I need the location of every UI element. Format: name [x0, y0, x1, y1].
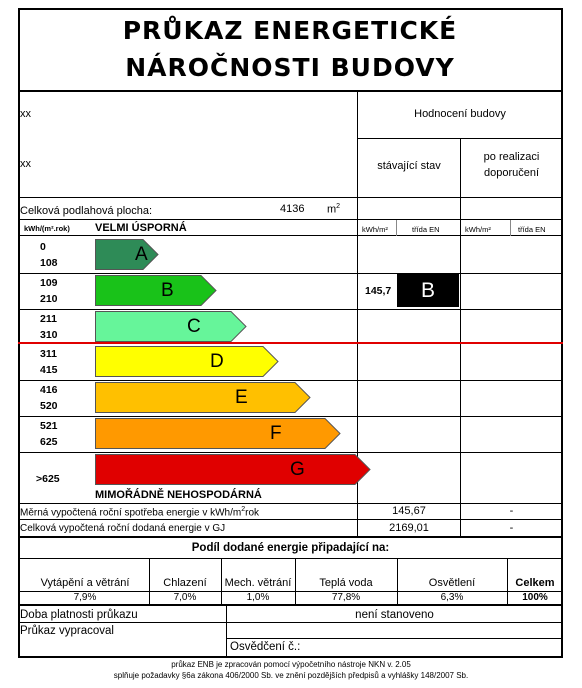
class-range-from: 211 [40, 312, 57, 325]
results-divider-3 [18, 536, 563, 538]
validity-label: Doba platnosti průkazu [20, 609, 138, 621]
col-after-header-1: po realizaci [483, 151, 540, 163]
cert-divider [226, 638, 562, 639]
class-range-to: 625 [40, 436, 58, 448]
validity-divider [18, 622, 563, 623]
threshold-line [18, 342, 563, 344]
share-col-divider [221, 559, 222, 605]
sub-divider-2 [510, 220, 511, 236]
class-arrow-d [95, 346, 279, 377]
sub-kwh-current: kWh/m² [362, 225, 388, 234]
floor-area-unit [327, 203, 340, 216]
class-letter-d: D [210, 351, 224, 373]
results-divider-1 [18, 503, 563, 504]
cert-label: Osvědčení č.: [230, 641, 301, 653]
class-arrow-c [95, 311, 247, 342]
share-value: 7,0% [173, 592, 197, 603]
share-label: Chlazení [163, 577, 207, 589]
frame-top [18, 8, 563, 10]
total-label: Celková vypočtená roční dodaná energie v GJ [20, 523, 226, 534]
class-range-to: 108 [40, 257, 58, 269]
class-range-from: 311 [40, 348, 57, 361]
total-value: 2169,01 [389, 522, 429, 534]
frame-left [18, 8, 20, 658]
scale-top-label: VELMI ÚSPORNÁ [95, 222, 187, 234]
current-class-letter: B [420, 279, 435, 302]
sub-class-after: třída EN [518, 225, 546, 234]
class-letter-e: E [235, 387, 248, 409]
class-range-to: 415 [40, 364, 58, 377]
class-letter-g: G [290, 458, 305, 480]
current-value: 145,7 [365, 285, 392, 297]
rating-header-divider [357, 138, 562, 139]
share-value: 7,9% [73, 592, 97, 603]
floor-area-label: Celková podlahová plocha: [20, 205, 153, 217]
sub-kwh-after: kWh/m² [465, 225, 491, 234]
address-line-2: xx [20, 158, 31, 170]
floor-area-unit-sup: 2 [336, 203, 341, 210]
current-class-badge [397, 274, 459, 307]
share-col-divider [397, 559, 398, 605]
scale-header-divider [18, 235, 563, 236]
class-letter-f: F [270, 423, 282, 444]
results-divider-2 [18, 519, 563, 520]
class-range-from: 416 [40, 384, 58, 397]
share-value-divider [18, 604, 563, 606]
class-range-from: 521 [40, 420, 58, 432]
share-col-divider [149, 559, 150, 605]
share-label: Mech. větrání [224, 577, 292, 589]
area-divider-bottom [18, 219, 563, 220]
class-arrow-e [95, 382, 311, 413]
share-header: Podíl dodané energie připadající na: [191, 542, 390, 554]
class-row-divider [18, 344, 563, 345]
total-after: - [509, 522, 514, 534]
author-label: Průkaz vypracoval [20, 625, 114, 637]
title-line-1: PRŮKAZ ENERGETICKÉ [122, 16, 458, 45]
share-label: Teplá voda [319, 577, 373, 589]
share-header-divider [18, 558, 563, 559]
class-letter-a: A [135, 244, 148, 265]
share-value: 77,8% [331, 592, 361, 603]
class-range-to: 210 [40, 292, 58, 305]
frame-right [561, 8, 563, 658]
class-row-divider [18, 416, 563, 417]
spec-label-text: Měrná vypočtená roční spotřeba energie v kWh/m [20, 507, 242, 519]
spec-after: - [509, 505, 514, 517]
share-col-divider [507, 559, 508, 605]
scale-bottom-label: MIMOŘÁDNĚ NEHOSPODÁRNÁ [95, 489, 262, 501]
title-divider [18, 90, 563, 92]
class-range-to: 520 [40, 400, 58, 413]
rating-header: Hodnocení budovy [414, 108, 506, 120]
area-divider-top [18, 197, 563, 198]
sub-class-current: třída EN [412, 225, 440, 234]
class-range-from: 0 [40, 241, 46, 253]
col-current-header: stávající stav [377, 160, 441, 172]
frame-bottom [18, 656, 563, 658]
share-label: Osvětlení [428, 577, 476, 589]
class-arrow-g [95, 454, 371, 485]
share-value: 1,0% [246, 592, 270, 603]
class-row-divider [18, 380, 563, 381]
share-col-divider [295, 559, 296, 605]
class-letter-b: B [161, 279, 174, 301]
sub-divider-1 [396, 220, 397, 236]
class-arrow-a [95, 239, 159, 270]
spec-label-sup: 2 [241, 506, 246, 513]
address-line-1: xx [20, 108, 31, 120]
share-label: Celkem [515, 577, 555, 589]
floor-area-unit-text: m [327, 203, 337, 216]
scale-unit-label: kWh/(m².rok) [24, 224, 70, 233]
class-range-from: 109 [40, 276, 58, 289]
col-divider-after [460, 138, 461, 516]
class-arrow-f [95, 418, 341, 449]
class-range-to: >625 [36, 472, 60, 485]
col-after-header-2: doporučení [483, 167, 540, 179]
footer-line-2: splňuje požadavky §6a zákona 406/2000 Sb. ve znění pozdějších předpisů a vyhlášky 148/2007 Sb. [113, 671, 469, 680]
share-value: 100% [522, 592, 548, 603]
footer-line-1: průkaz ENB je zpracován pomocí výpočetního nástroje NKN v. 2.05 [171, 660, 411, 669]
spec-label-end: rok [245, 507, 260, 519]
title-line-2: NÁROČNOSTI BUDOVY [125, 53, 455, 82]
class-arrow-b [95, 275, 217, 306]
class-letter-c: C [187, 315, 201, 337]
share-value: 6,3% [440, 592, 464, 603]
validity-value: není stanoveno [355, 609, 434, 621]
spec-value: 145,67 [392, 505, 426, 517]
class-range-to: 310 [40, 328, 58, 341]
spec-label [20, 506, 259, 518]
floor-area-value: 4136 [280, 203, 305, 215]
share-label: Vytápění a větrání [40, 577, 130, 589]
